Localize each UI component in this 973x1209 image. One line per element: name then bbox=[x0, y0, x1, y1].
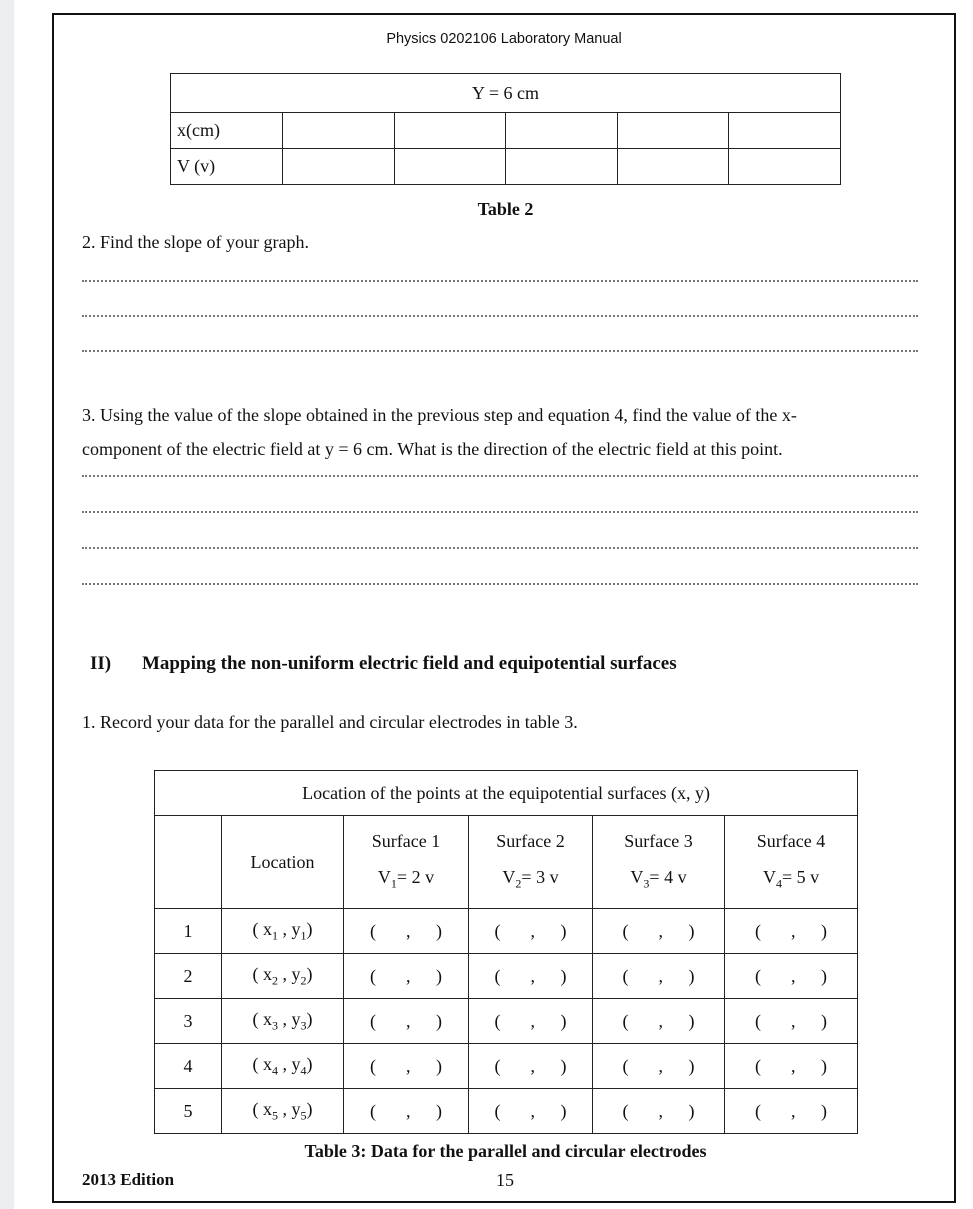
section-heading bbox=[90, 653, 677, 675]
row-label-v: V (v) bbox=[171, 149, 283, 185]
surface-header bbox=[593, 816, 725, 909]
surface-name: Surface 2 bbox=[496, 830, 565, 851]
coordinate-entry[interactable]: ( , ) bbox=[469, 909, 593, 954]
surface-voltage: $V_2= 3$ v bbox=[502, 866, 559, 891]
empty-cell bbox=[155, 816, 222, 909]
coordinate-entry[interactable]: ( , ) bbox=[725, 1044, 858, 1089]
coordinate-entry[interactable]: ( , ) bbox=[469, 1044, 593, 1089]
surface-name: Surface 1 bbox=[371, 830, 441, 851]
question-record: 1. Record your data for the parallel and circular electrodes in table 3. bbox=[82, 712, 578, 732]
coordinate-entry[interactable]: ( , ) bbox=[344, 999, 469, 1044]
table-row bbox=[155, 999, 858, 1044]
row-number: 5 bbox=[155, 1089, 222, 1134]
table-row bbox=[155, 1089, 858, 1134]
table-2-caption: Table 2 bbox=[477, 199, 534, 219]
surface-header bbox=[469, 816, 593, 909]
empty-cell bbox=[394, 149, 506, 185]
table-row bbox=[155, 909, 858, 954]
row-number: 4 bbox=[155, 1044, 222, 1089]
location-label: ( $x_2$ , $y_2$) bbox=[222, 954, 344, 999]
table-3-caption: Table 3: Data for the parallel and circular electrodes bbox=[304, 1141, 707, 1161]
coordinate-entry[interactable]: ( , ) bbox=[593, 954, 725, 999]
empty-cell bbox=[506, 149, 618, 185]
surface-voltage: $V_1= 2$ v bbox=[377, 866, 435, 891]
section-number: II) bbox=[90, 653, 112, 674]
coordinate-entry[interactable]: ( , ) bbox=[469, 999, 593, 1044]
table-row bbox=[155, 954, 858, 999]
answer-line bbox=[82, 583, 918, 585]
coordinate-entry[interactable]: ( , ) bbox=[344, 954, 469, 999]
table-row bbox=[171, 113, 841, 149]
row-number: 2 bbox=[155, 954, 222, 999]
question-3-line-2: component of the electric field at y = 6 cm. What is the direction of the electric field at this point. bbox=[82, 439, 783, 459]
empty-cell bbox=[283, 149, 395, 185]
surface-voltage: $V_3= 4$ v bbox=[630, 866, 687, 891]
location-label: ( $x_5$ , $y_5$) bbox=[222, 1089, 344, 1134]
empty-cell bbox=[617, 149, 729, 185]
location-header: Location bbox=[222, 816, 344, 909]
table-2-heading: Y = 6 cm bbox=[171, 74, 841, 113]
location-label: ( $x_3$ , $y_3$) bbox=[222, 999, 344, 1044]
empty-cell bbox=[617, 113, 729, 149]
location-label: ( $x_1$ , $y_1$) bbox=[222, 909, 344, 954]
answer-line bbox=[82, 350, 918, 352]
section-title: Mapping the non-uniform electric field and equipotential surfaces bbox=[142, 653, 677, 674]
answer-line bbox=[82, 475, 918, 477]
question-3-line-1: 3. Using the value of the slope obtained in the previous step and equation 4, find the value of the x- bbox=[82, 405, 797, 425]
table-2 bbox=[170, 73, 841, 185]
coordinate-entry[interactable]: ( , ) bbox=[725, 909, 858, 954]
coordinate-entry[interactable]: ( , ) bbox=[344, 909, 469, 954]
coordinate-entry[interactable]: ( , ) bbox=[593, 1044, 725, 1089]
table-3-title: Location of the points at the equipotential surfaces (x, y) bbox=[155, 771, 858, 816]
footer-edition: 2013 Edition bbox=[82, 1170, 175, 1189]
row-label-x: x(cm) bbox=[171, 113, 283, 149]
surface-header bbox=[344, 816, 469, 909]
surface-voltage: $V_4= 5$ v bbox=[762, 866, 820, 891]
answer-line bbox=[82, 315, 918, 317]
coordinate-entry[interactable]: ( , ) bbox=[469, 954, 593, 999]
table-row bbox=[155, 1044, 858, 1089]
question-3 bbox=[82, 398, 932, 466]
question-2: 2. Find the slope of your graph. bbox=[82, 232, 309, 252]
coordinate-entry[interactable]: ( , ) bbox=[344, 1044, 469, 1089]
empty-cell bbox=[729, 149, 841, 185]
row-number: 1 bbox=[155, 909, 222, 954]
coordinate-entry[interactable]: ( , ) bbox=[593, 909, 725, 954]
empty-cell bbox=[729, 113, 841, 149]
answer-line bbox=[82, 547, 918, 549]
page-header: Physics 0202106 Laboratory Manual bbox=[386, 31, 622, 47]
answer-line bbox=[82, 511, 918, 513]
coordinate-entry[interactable]: ( , ) bbox=[469, 1089, 593, 1134]
empty-cell bbox=[283, 113, 395, 149]
coordinate-entry[interactable]: ( , ) bbox=[593, 999, 725, 1044]
coordinate-entry[interactable]: ( , ) bbox=[725, 1089, 858, 1134]
surface-name: Surface 3 bbox=[624, 830, 693, 851]
location-label: ( $x_4$ , $y_4$) bbox=[222, 1044, 344, 1089]
coordinate-entry[interactable]: ( , ) bbox=[725, 954, 858, 999]
coordinate-entry[interactable]: ( , ) bbox=[725, 999, 858, 1044]
table-row bbox=[171, 149, 841, 185]
surface-name: Surface 4 bbox=[756, 830, 826, 851]
surface-header bbox=[725, 816, 858, 909]
row-number: 3 bbox=[155, 999, 222, 1044]
empty-cell bbox=[394, 113, 506, 149]
table-3 bbox=[154, 770, 858, 1134]
coordinate-entry[interactable]: ( , ) bbox=[593, 1089, 725, 1134]
empty-cell bbox=[506, 113, 618, 149]
answer-line bbox=[82, 280, 918, 282]
coordinate-entry[interactable]: ( , ) bbox=[344, 1089, 469, 1134]
footer-page-number: 15 bbox=[496, 1170, 514, 1190]
